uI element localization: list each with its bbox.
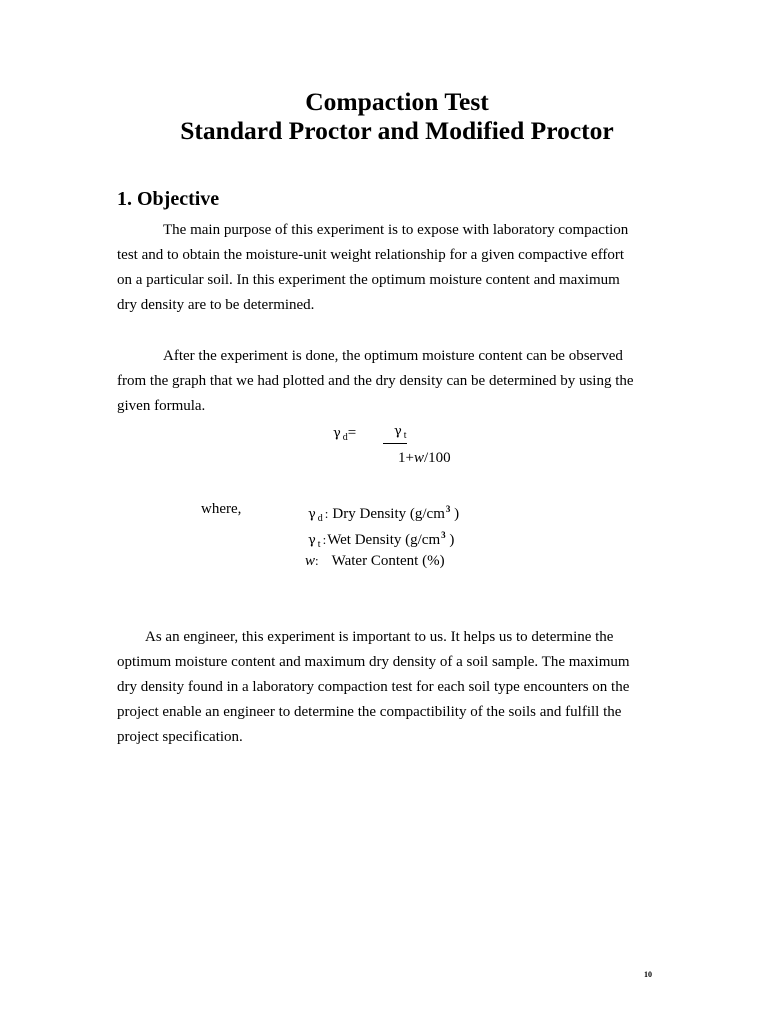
definition-text: Water Content (%) [331, 553, 445, 569]
section-heading: 1. Objective [117, 188, 220, 210]
definition-subscript: d [317, 513, 323, 524]
definition-superscript: 3 [441, 530, 446, 540]
gamma-symbol: γ [394, 424, 402, 439]
document-subtitle: Standard Proctor and Modified Proctor [180, 116, 614, 145]
paragraph-line: given formula. [117, 398, 206, 414]
paragraph-line: on a particular soil. In this experiment the optimum moisture content and maximum [117, 272, 620, 288]
paragraph-line: test and to obtain the moisture-unit weight relationship for a given compactive effort [117, 247, 625, 263]
formula-equals: = [347, 425, 357, 441]
formula-numerator [383, 424, 407, 444]
paragraph-line: As an engineer, this experiment is important to us. It helps us to determine the [145, 629, 614, 645]
definition-text: Wet Density (g/cm [327, 532, 441, 548]
page-number: 10 [644, 970, 652, 979]
definition-variable: w [305, 553, 316, 569]
paragraph-line: project specification. [117, 729, 243, 745]
definition-colon: : [322, 532, 327, 547]
gamma-symbol: γ [308, 507, 316, 522]
formula-lhs-subscript: d [342, 432, 348, 443]
formula-denominator-variable: w [413, 450, 424, 466]
definition-subscript: t [317, 539, 321, 550]
gamma-symbol: γ [308, 533, 316, 548]
paragraph-line: optimum moisture content and maximum dry density of a soil sample. The maximum [117, 654, 630, 670]
formula-denominator [398, 447, 451, 469]
formula-numerator-subscript: t [403, 430, 407, 441]
paragraph-line: dry density are to be determined. [117, 297, 315, 313]
paragraph-line: from the graph that we had plotted and the dry density can be determined by using the [117, 373, 634, 389]
document-title: Compaction Test [305, 87, 489, 116]
paragraph-line: dry density found in a laboratory compaction test for each soil type encounters on the [117, 679, 630, 695]
definition-colon: : [315, 553, 319, 568]
definition-text: Dry Density (g/cm [332, 506, 445, 522]
formula-lhs [333, 422, 356, 449]
formula-denominator-suffix: /100 [423, 450, 451, 466]
definition-colon: : [324, 506, 329, 521]
definition-suffix: ) [450, 506, 460, 522]
definition-superscript: 3 [445, 504, 451, 514]
paragraph-line: After the experiment is done, the optimum moisture content can be observed [163, 348, 623, 364]
paragraph-line: The main purpose of this experiment is to expose with laboratory compaction [163, 222, 629, 238]
definition-suffix: ) [445, 532, 455, 548]
paragraph-line: project enable an engineer to determine the compactibility of the soils and fulfill the [117, 704, 622, 720]
where-label: where, [201, 501, 242, 517]
gamma-symbol: γ [333, 426, 341, 441]
formula-denominator-prefix: 1+ [398, 450, 414, 466]
definition-water-content [305, 550, 445, 572]
